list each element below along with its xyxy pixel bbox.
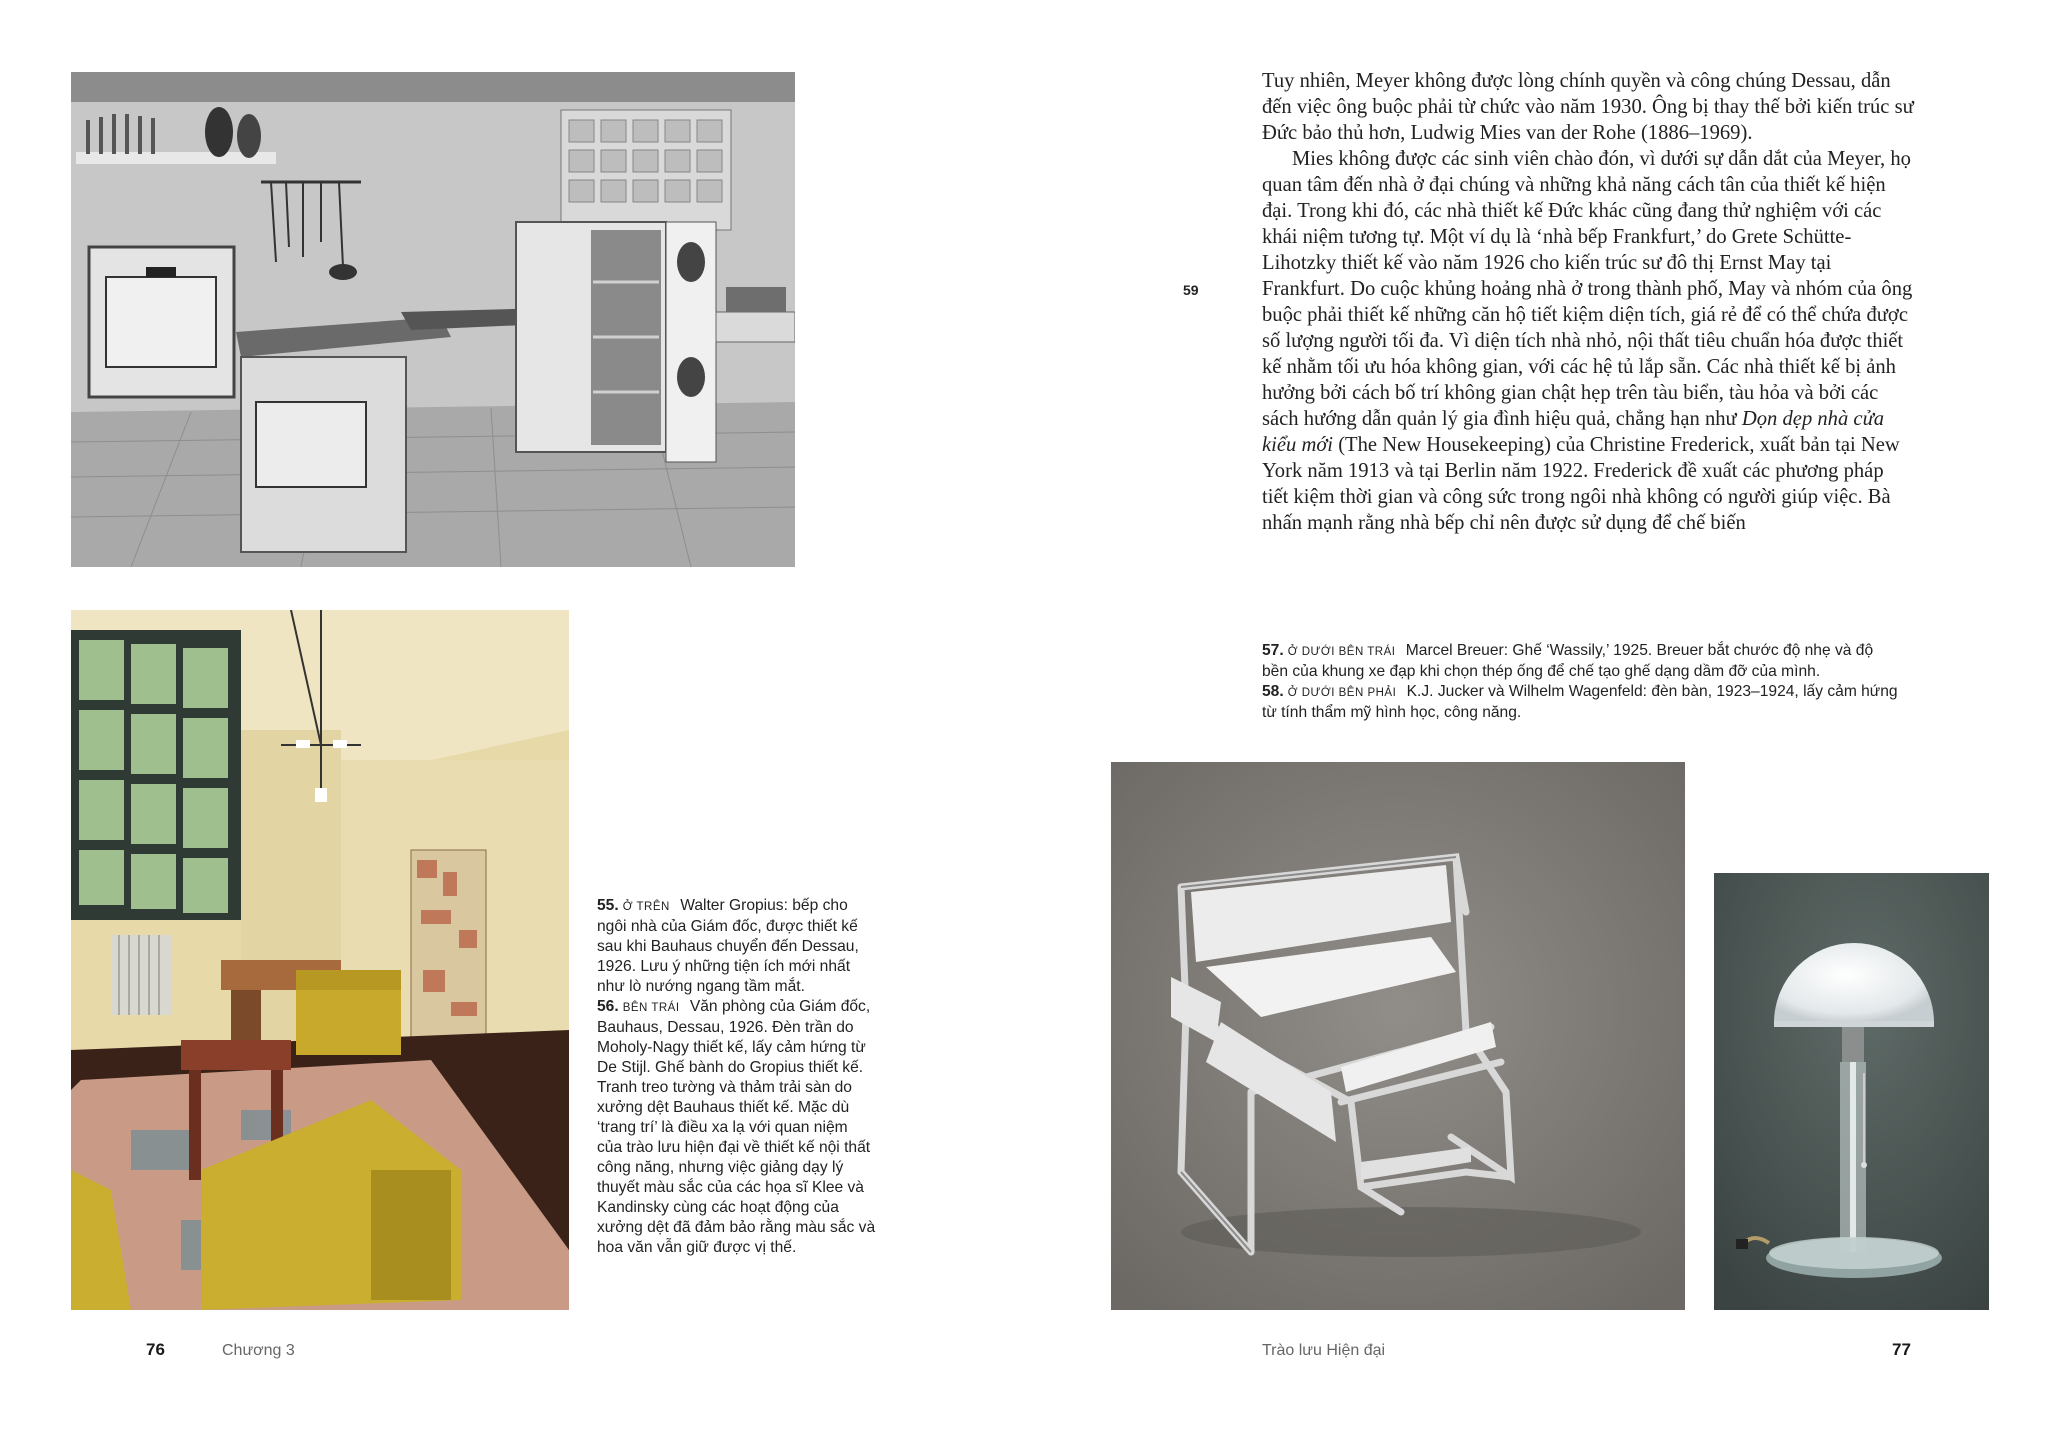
caption-56 — [597, 997, 877, 1258]
caption-position-tag: Ở DƯỚI BÊN TRÁI — [1287, 646, 1396, 658]
table-lamp-photo — [1714, 873, 1989, 1310]
caption-text: Văn phòng của Giám đốc, Bauhaus, Dessau, 1926. Đèn trần do Moholy-Nagy thiết kế, lấy cảm hứng từ De Stijl. Ghế bành do Gropius thiết kế. Tranh treo tường và thảm trải sàn do xưởng dệt Bauhaus thiết kế. Mặc dù ‘trang trí’ là điều xa lạ với quan niệm của trào lưu hiện đại về thiết kế nội thất công năng, nhưng việc giảng dạy lý thuyết màu sắc của các họa sĩ Klee và Kandinsky cùng các hoạt động của xưởng dệt đã đảm bảo rằng màu sắc và hoa văn vẫn giữ được vị thế. — [597, 998, 876, 1256]
margin-reference-number: 59 — [1183, 282, 1199, 298]
wassily-chair-photo — [1111, 762, 1685, 1310]
left-captions — [597, 896, 877, 1258]
caption-number: 58. — [1262, 683, 1284, 700]
caption-57 — [1262, 641, 1902, 682]
kitchen-photo — [71, 72, 795, 567]
left-page-number: 76 — [146, 1340, 165, 1359]
caption-position-tag: Ở TRÊN — [622, 901, 670, 913]
caption-text: Marcel Breuer: Ghế ‘Wassily,’ 1925. Breuer bắt chước độ nhẹ và độ bền của khung xe đạp khi chọn thép ống để chế tạo ghế dạng dầm đỡ của mình. — [1262, 642, 1874, 680]
body-paragraph-2-continued: (The New Housekeeping) của Christine Frederick, xuất bản tại New York năm 1913 và tại Berlin năm 1922. Frederick đề xuất các phương pháp tiết kiệm thời gian và công sức trong ngôi nhà không có người giúp việc. Bà nhấn mạnh rằng nhà bếp chỉ nên được sử dụng để chế biến — [1262, 434, 1900, 534]
body-paragraph-2-text: Mies không được các sinh viên chào đón, vì dưới sự dẫn dắt của Meyer, họ quan tâm đến nhà ở đại chúng và những khả năng cách tân của thiết kế hiện đại. Trong khi đó, các nhà thiết kế Đức khác cũng đang thử nghiệm với các khái niệm tương tự. Một ví dụ là ‘nhà bếp Frankfurt,’ do Grete Schütte-Lihotzky thiết kế vào năm 1926 cho kiến trúc sư đô thị Ernst May tại Frankfurt. Do cuộc khủng hoảng nhà ở trong thành phố, May và nhóm của ông buộc phải thiết kế những căn hộ tiết kiệm diện tích, giá rẻ để có thể chứa được số lượng người tối đa. Vì diện tích nhà nhỏ, nội thất tiêu chuẩn hóa được thiết kế nhằm tối ưu hóa không gian, với các hệ tủ lắp sẵn. Các nhà thiết kế bị ảnh hưởng bởi cách bố trí không gian chật hẹp trên tàu biển, tàu hỏa và bởi các sách hướng dẫn quản lý gia đình hiệu quả, chẳng hạn như — [1262, 148, 1913, 430]
right-page-number: 77 — [1892, 1340, 1911, 1359]
office-photo — [71, 610, 569, 1310]
body-paragraph-2 — [1262, 146, 1914, 536]
caption-number: 56. — [597, 998, 619, 1015]
caption-55 — [597, 896, 877, 997]
body-text — [1262, 68, 1914, 536]
caption-position-tag: Ở DƯỚI BÊN PHẢI — [1287, 687, 1397, 699]
caption-text: K.J. Jucker và Wilhelm Wagenfeld: đèn bàn, 1923–1924, lấy cảm hứng từ tính thẩm mỹ hình học, công năng. — [1262, 683, 1898, 721]
caption-text: Walter Gropius: bếp cho ngôi nhà của Giám đốc, được thiết kế sau khi Bauhaus chuyển đến Dessau, 1926. Lưu ý những tiện ích mới nhất như lò nướng ngang tầm mắt. — [597, 897, 859, 995]
book-title-italic: Dọn dẹp nhà cửa kiểu mới — [1262, 408, 1885, 456]
left-running-head: Chương 3 — [222, 1342, 295, 1359]
caption-number: 55. — [597, 897, 619, 914]
caption-number: 57. — [1262, 642, 1284, 659]
body-paragraph-1: Tuy nhiên, Meyer không được lòng chính quyền và công chúng Dessau, dẫn đến việc ông buộc phải từ chức vào năm 1930. Ông bị thay thế bởi kiến trúc sư Đức bảo thủ hơn, Ludwig Mies van der Rohe (1886–1969). — [1262, 70, 1914, 144]
right-running-head: Trào lưu Hiện đại — [1262, 1342, 1386, 1359]
caption-position-tag: BÊN TRÁI — [622, 1002, 680, 1014]
right-captions — [1262, 641, 1902, 723]
caption-58 — [1262, 682, 1902, 723]
